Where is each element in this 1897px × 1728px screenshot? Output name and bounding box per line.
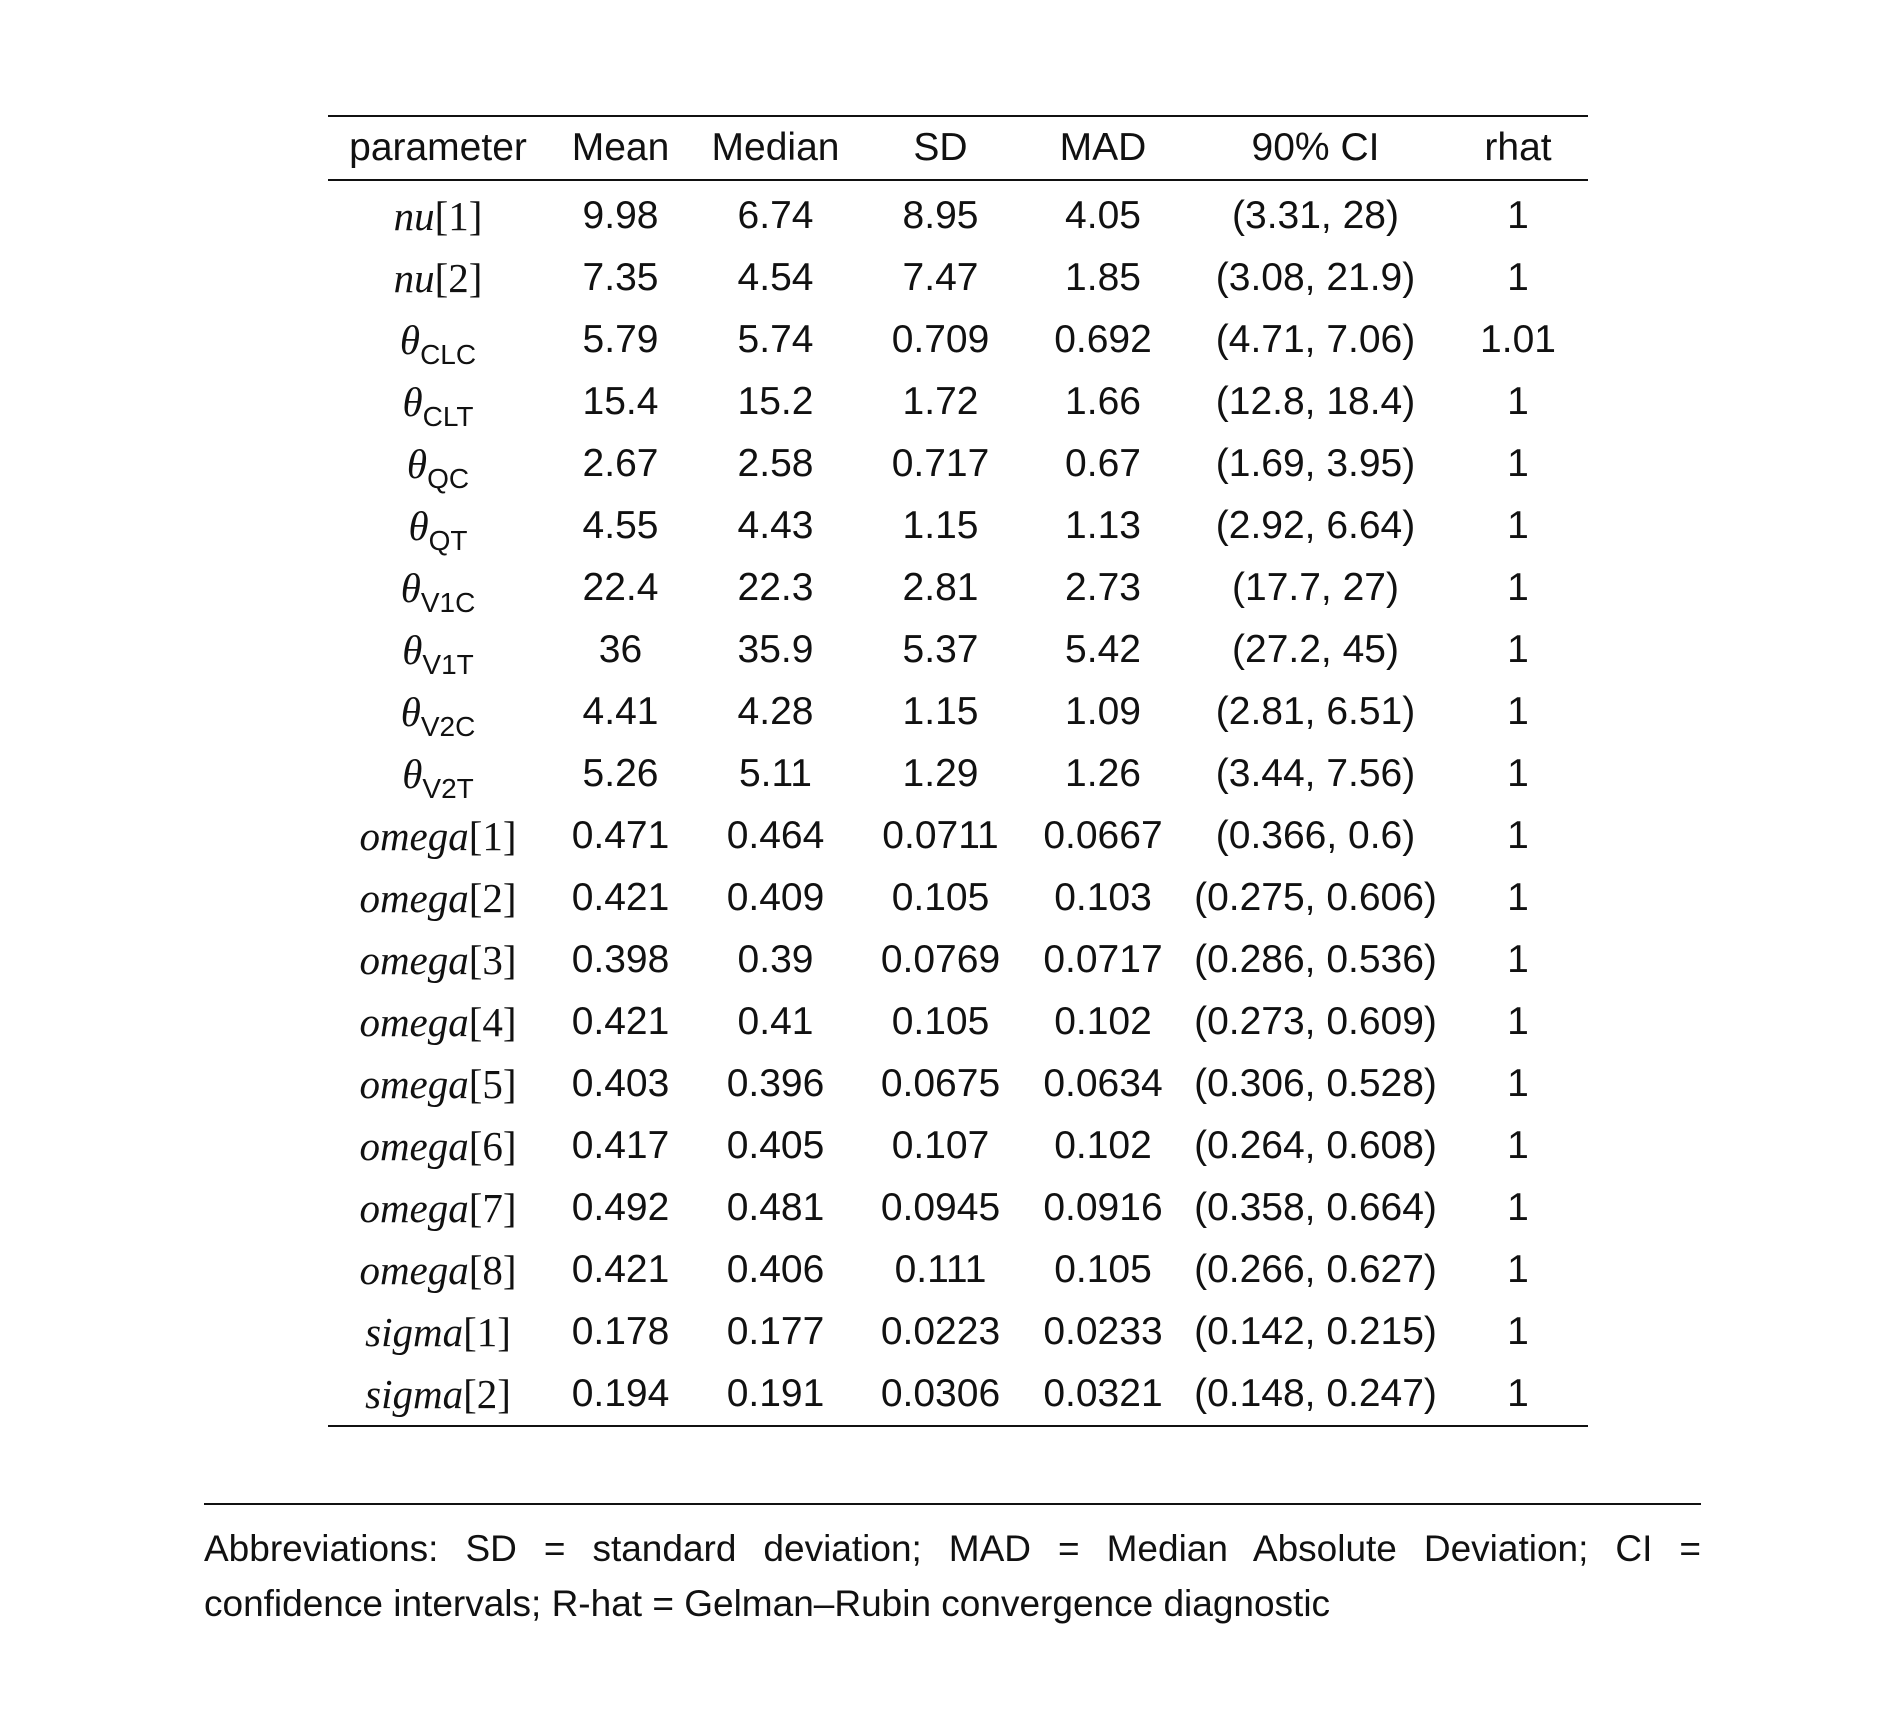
table-header-row xyxy=(328,116,1588,180)
mean-cell: 36 xyxy=(598,628,643,671)
mad-cell: 2.73 xyxy=(1065,566,1141,609)
sd-cell: 0.0945 xyxy=(880,1186,1001,1229)
rhat-cell: 1 xyxy=(1507,628,1529,671)
mad-cell: 0.0916 xyxy=(1043,1186,1163,1229)
sd-cell: 0.105 xyxy=(891,876,990,919)
ci-cell: (0.148, 0.247) xyxy=(1194,1372,1437,1415)
parameter-name: omega xyxy=(359,1123,469,1169)
parameter-index: [2] xyxy=(468,875,517,921)
ci-cell: (0.358, 0.664) xyxy=(1194,1186,1437,1229)
mad-cell: 1.26 xyxy=(1065,752,1141,795)
parameter-cell xyxy=(328,180,548,247)
parameter-name: θ xyxy=(408,503,429,549)
parameter-cell xyxy=(328,495,548,557)
rhat-cell: 1 xyxy=(1507,380,1529,423)
median-cell: 0.41 xyxy=(737,1000,814,1043)
rhat-cell: 1 xyxy=(1507,1186,1529,1229)
parameter-name: nu xyxy=(393,255,435,301)
mad-cell: 5.42 xyxy=(1065,628,1141,671)
header-ci: 90% CI xyxy=(1251,126,1380,169)
ci-cell: (3.44, 7.56) xyxy=(1215,752,1416,795)
parameter-name: omega xyxy=(359,999,469,1045)
parameter-name: omega xyxy=(359,1061,469,1107)
header-sd: SD xyxy=(913,126,968,169)
table-row xyxy=(328,991,1588,1053)
table-row xyxy=(328,1115,1588,1177)
header-median: Median xyxy=(711,126,840,169)
parameter-cell xyxy=(328,1053,548,1115)
table-row xyxy=(328,1301,1588,1363)
median-cell: 0.177 xyxy=(726,1310,825,1353)
parameter-subscript: QC xyxy=(427,463,470,494)
table-row xyxy=(328,495,1588,557)
rhat-cell: 1 xyxy=(1507,566,1529,609)
median-cell: 5.11 xyxy=(738,752,812,795)
mean-cell: 4.41 xyxy=(582,690,659,733)
parameter-name: omega xyxy=(359,875,469,921)
ci-cell: (0.273, 0.609) xyxy=(1194,1000,1437,1043)
header-mean: Mean xyxy=(571,126,670,169)
parameter-cell xyxy=(328,805,548,867)
median-cell: 6.74 xyxy=(737,194,814,237)
ci-cell: (17.7, 27) xyxy=(1232,566,1399,609)
sd-cell: 0.709 xyxy=(891,318,990,361)
sd-cell: 0.111 xyxy=(894,1248,987,1291)
sd-cell: 0.105 xyxy=(891,1000,990,1043)
parameter-name: θ xyxy=(399,317,421,363)
ci-cell: (0.275, 0.606) xyxy=(1194,876,1437,919)
parameter-cell xyxy=(328,247,548,309)
parameter-name: θ xyxy=(406,441,428,487)
rhat-cell: 1.01 xyxy=(1480,318,1556,361)
rhat-cell: 1 xyxy=(1507,1000,1529,1043)
median-cell: 5.74 xyxy=(737,318,814,361)
rhat-cell: 1 xyxy=(1507,1062,1529,1105)
ci-cell: (1.69, 3.95) xyxy=(1215,442,1416,485)
mad-cell: 1.09 xyxy=(1065,690,1141,733)
header-parameter: parameter xyxy=(349,126,527,169)
parameter-subscript: CLT xyxy=(422,401,474,432)
mad-cell: 0.692 xyxy=(1054,318,1152,361)
rhat-cell: 1 xyxy=(1507,1372,1529,1415)
mean-cell: 2.67 xyxy=(582,442,659,485)
sd-cell: 0.0769 xyxy=(880,938,1001,981)
ci-cell: (0.306, 0.528) xyxy=(1194,1062,1437,1105)
parameter-name: sigma xyxy=(365,1371,464,1417)
rhat-cell: 1 xyxy=(1507,938,1529,981)
parameter-cell xyxy=(328,557,548,619)
sd-cell: 8.95 xyxy=(902,194,979,237)
rhat-cell: 1 xyxy=(1507,442,1529,485)
sd-cell: 1.15 xyxy=(902,690,979,733)
rhat-cell: 1 xyxy=(1507,876,1529,919)
mean-cell: 5.26 xyxy=(582,752,659,795)
mean-cell: 0.194 xyxy=(571,1372,670,1415)
sd-cell: 0.0223 xyxy=(880,1310,1001,1353)
ci-cell: (0.142, 0.215) xyxy=(1194,1310,1437,1353)
mad-cell: 4.05 xyxy=(1065,194,1141,237)
mean-cell: 0.398 xyxy=(571,938,670,981)
table-row xyxy=(328,1177,1588,1239)
ci-cell: (0.266, 0.627) xyxy=(1194,1248,1437,1291)
sd-cell: 2.81 xyxy=(902,566,979,609)
parameter-cell xyxy=(328,309,548,371)
parameter-cell xyxy=(328,991,548,1053)
sd-cell: 7.47 xyxy=(902,256,979,299)
mean-cell: 5.79 xyxy=(582,318,659,361)
median-cell: 22.3 xyxy=(737,566,814,609)
mad-cell: 0.0321 xyxy=(1043,1372,1163,1415)
median-cell: 0.396 xyxy=(726,1062,825,1105)
sd-cell: 1.29 xyxy=(902,752,979,795)
parameter-index: [2] xyxy=(463,1371,511,1417)
parameter-name: θ xyxy=(402,627,423,673)
mean-cell: 4.55 xyxy=(582,504,659,547)
parameter-cell xyxy=(328,743,548,805)
rhat-cell: 1 xyxy=(1507,1124,1529,1167)
table-row xyxy=(328,867,1588,929)
parameter-subscript: QT xyxy=(428,525,468,556)
table-row xyxy=(328,180,1588,247)
parameter-cell xyxy=(328,619,548,681)
ci-cell: (3.31, 28) xyxy=(1232,194,1399,237)
sd-cell: 0.0306 xyxy=(880,1372,1001,1415)
table-row xyxy=(328,1053,1588,1115)
sd-cell: 0.107 xyxy=(891,1124,990,1167)
sd-cell: 0.0675 xyxy=(880,1062,1001,1105)
table-row xyxy=(328,805,1588,867)
mean-cell: 0.421 xyxy=(571,876,670,919)
parameter-cell xyxy=(328,1363,548,1426)
rhat-cell: 1 xyxy=(1507,752,1529,795)
parameter-name: omega xyxy=(359,813,469,859)
mad-cell: 0.0667 xyxy=(1043,814,1163,857)
table-row xyxy=(328,1239,1588,1301)
mean-cell: 15.4 xyxy=(582,380,659,423)
parameter-index: [8] xyxy=(468,1247,517,1293)
ci-cell: (12.8, 18.4) xyxy=(1215,380,1416,423)
header-rhat: rhat xyxy=(1484,126,1552,169)
median-cell: 0.191 xyxy=(726,1372,825,1415)
ci-cell: (0.264, 0.608) xyxy=(1194,1124,1437,1167)
parameter-cell xyxy=(328,681,548,743)
sd-cell: 0.717 xyxy=(891,442,990,485)
parameter-name: nu xyxy=(393,193,435,239)
mad-cell: 0.0634 xyxy=(1043,1062,1163,1105)
median-cell: 0.481 xyxy=(726,1186,825,1229)
parameter-index: [7] xyxy=(468,1185,517,1231)
table-row xyxy=(328,1363,1588,1426)
parameter-subscript: V2C xyxy=(420,711,476,742)
median-cell: 0.409 xyxy=(726,876,825,919)
parameter-subscript: CLC xyxy=(420,339,477,370)
parameter-cell xyxy=(328,867,548,929)
mean-cell: 22.4 xyxy=(582,566,659,609)
parameter-cell xyxy=(328,929,548,991)
mad-cell: 0.102 xyxy=(1054,1000,1152,1043)
median-cell: 2.58 xyxy=(737,442,814,485)
mean-cell: 0.492 xyxy=(571,1186,670,1229)
table-row xyxy=(328,929,1588,991)
rhat-cell: 1 xyxy=(1507,504,1529,547)
parameter-name: θ xyxy=(400,689,421,735)
parameter-name: θ xyxy=(400,565,421,611)
parameter-cell xyxy=(328,1115,548,1177)
rhat-cell: 1 xyxy=(1507,1248,1529,1291)
mean-cell: 0.178 xyxy=(571,1310,670,1353)
median-cell: 0.405 xyxy=(726,1124,825,1167)
parameter-index: [4] xyxy=(468,999,517,1045)
table-row xyxy=(328,309,1588,371)
summary-table-container xyxy=(328,115,1588,1427)
mean-cell: 9.98 xyxy=(582,194,659,237)
rhat-cell: 1 xyxy=(1507,194,1529,237)
rhat-cell: 1 xyxy=(1507,256,1529,299)
rhat-cell: 1 xyxy=(1507,690,1529,733)
rhat-cell: 1 xyxy=(1507,814,1529,857)
mean-cell: 7.35 xyxy=(582,256,659,299)
mean-cell: 0.471 xyxy=(571,814,670,857)
mean-cell: 0.421 xyxy=(571,1000,670,1043)
median-cell: 4.54 xyxy=(737,256,814,299)
parameter-index: [1] xyxy=(434,193,483,239)
parameter-subscript: V2T xyxy=(422,773,474,804)
parameter-name: θ xyxy=(402,751,423,797)
table-row xyxy=(328,619,1588,681)
mad-cell: 0.0717 xyxy=(1043,938,1163,981)
sd-cell: 0.0711 xyxy=(882,814,999,857)
parameter-cell xyxy=(328,1301,548,1363)
parameter-index: [1] xyxy=(463,1309,511,1355)
ci-cell: (0.286, 0.536) xyxy=(1194,938,1437,981)
parameter-name: omega xyxy=(359,1247,469,1293)
mad-cell: 0.0233 xyxy=(1043,1310,1163,1353)
ci-cell: (2.92, 6.64) xyxy=(1215,504,1416,547)
sd-cell: 1.72 xyxy=(902,380,979,423)
parameter-cell xyxy=(328,371,548,433)
table-row xyxy=(328,557,1588,619)
mad-cell: 0.105 xyxy=(1054,1248,1152,1291)
mad-cell: 0.102 xyxy=(1054,1124,1152,1167)
median-cell: 4.28 xyxy=(737,690,814,733)
abbreviations-footnote: Abbreviations: SD = standard deviation; MAD = Median Absolute Deviation; CI = confidence intervals; R-hat = Gelman–Rubin convergence diagnostic xyxy=(204,1503,1701,1631)
median-cell: 4.43 xyxy=(737,504,814,547)
parameter-summary-table xyxy=(328,115,1588,1427)
parameter-index: [2] xyxy=(434,255,483,301)
parameter-subscript: V1T xyxy=(422,649,474,680)
parameter-cell xyxy=(328,1239,548,1301)
median-cell: 0.406 xyxy=(726,1248,825,1291)
parameter-cell xyxy=(328,433,548,495)
mad-cell: 0.67 xyxy=(1065,442,1141,485)
header-mad: MAD xyxy=(1059,126,1147,169)
parameter-index: [6] xyxy=(468,1123,517,1169)
sd-cell: 1.15 xyxy=(902,504,979,547)
parameter-index: [3] xyxy=(468,937,517,983)
table-body xyxy=(328,180,1588,1426)
mean-cell: 0.403 xyxy=(571,1062,670,1105)
median-cell: 35.9 xyxy=(737,628,814,671)
median-cell: 0.464 xyxy=(726,814,825,857)
mean-cell: 0.421 xyxy=(571,1248,670,1291)
mad-cell: 0.103 xyxy=(1054,876,1152,919)
parameter-subscript: V1C xyxy=(420,587,476,618)
parameter-cell xyxy=(328,1177,548,1239)
mean-cell: 0.417 xyxy=(571,1124,670,1167)
mad-cell: 1.85 xyxy=(1065,256,1141,299)
median-cell: 15.2 xyxy=(737,380,814,423)
mad-cell: 1.13 xyxy=(1065,504,1141,547)
ci-cell: (0.366, 0.6) xyxy=(1215,814,1416,857)
mad-cell: 1.66 xyxy=(1065,380,1141,423)
sd-cell: 5.37 xyxy=(902,628,979,671)
ci-cell: (2.81, 6.51) xyxy=(1215,690,1416,733)
ci-cell: (27.2, 45) xyxy=(1232,628,1399,671)
ci-cell: (3.08, 21.9) xyxy=(1215,256,1416,299)
table-row xyxy=(328,681,1588,743)
median-cell: 0.39 xyxy=(737,938,814,981)
parameter-name: θ xyxy=(402,379,423,425)
table-row xyxy=(328,433,1588,495)
parameter-name: omega xyxy=(359,937,469,983)
table-row xyxy=(328,743,1588,805)
parameter-index: [1] xyxy=(468,813,517,859)
rhat-cell: 1 xyxy=(1507,1310,1529,1353)
parameter-index: [5] xyxy=(468,1061,517,1107)
ci-cell: (4.71, 7.06) xyxy=(1215,318,1416,361)
parameter-name: sigma xyxy=(365,1309,464,1355)
parameter-name: omega xyxy=(359,1185,469,1231)
table-row xyxy=(328,371,1588,433)
table-row xyxy=(328,247,1588,309)
